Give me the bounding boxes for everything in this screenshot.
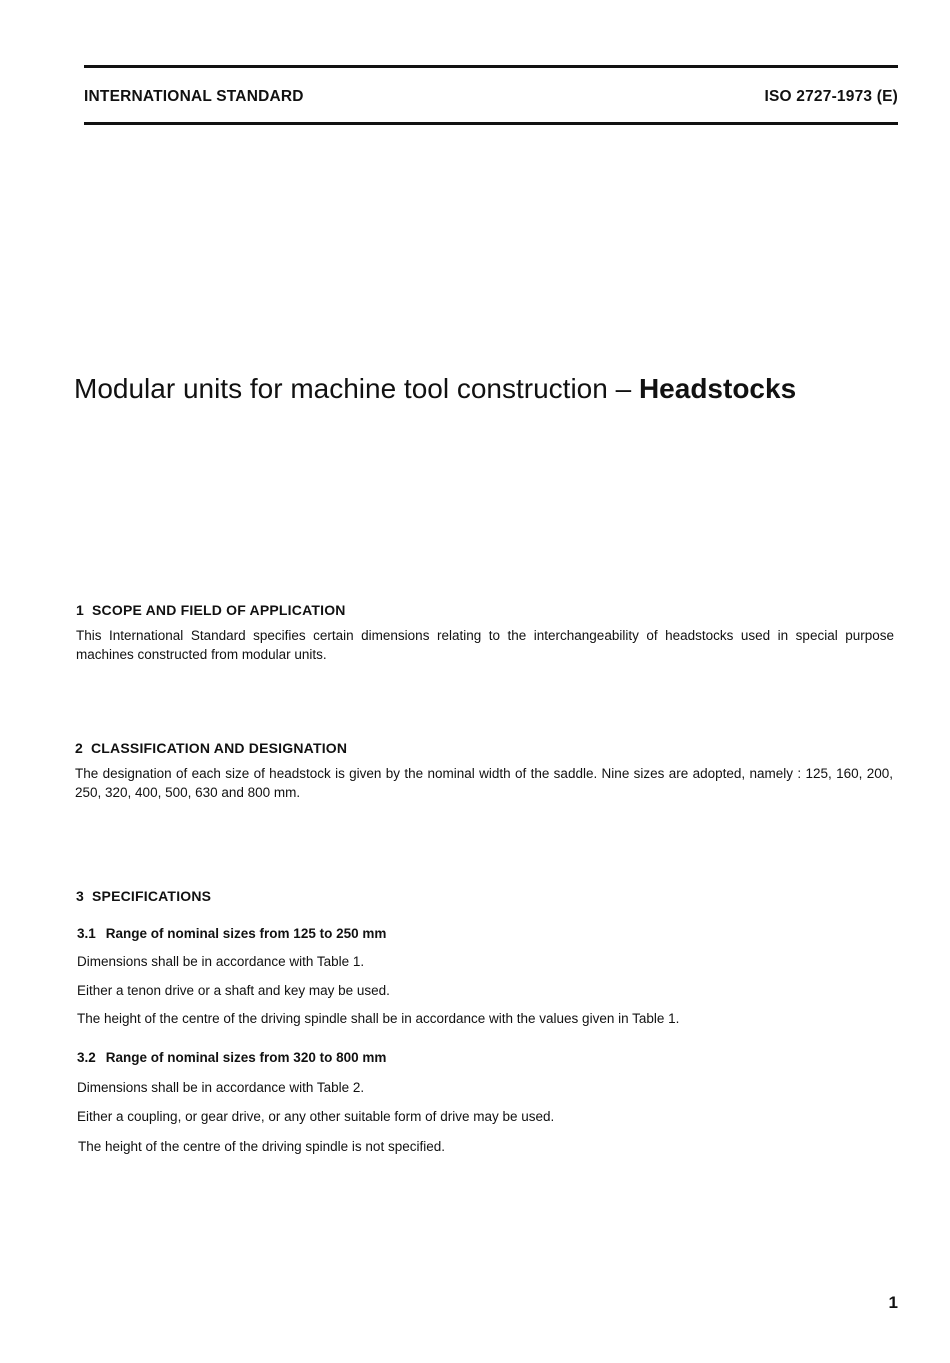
subsection-heading [77,926,895,941]
subsection-line: Dimensions shall be in accordance with Table 1. [77,954,365,969]
section-title: SPECIFICATIONS [92,888,212,904]
section-title: CLASSIFICATION AND DESIGNATION [91,740,348,756]
document-type-label: INTERNATIONAL STANDARD [84,88,304,105]
subsection-heading [77,1050,895,1065]
title-main: Modular units for machine tool construction – [74,373,632,404]
section-title: SCOPE AND FIELD OF APPLICATION [92,602,346,618]
section-paragraph: The designation of each size of headstock is given by the nominal width of the saddle. Nine sizes are adopted, namely : 125, 160, 200, 250, 320, 400, 500, 630 and 800 mm. [75,766,893,800]
title-emphasis: Headstocks [638,373,797,404]
standard-number: ISO 2727-1973 (E) [764,88,898,105]
section-paragraph: This International Standard specifies certain dimensions relating to the interchangeability of headstocks used in special purpose machines constructed from modular units. [76,628,894,662]
page-number: 1 [888,1293,898,1312]
section-number: 3 [76,888,84,904]
header-top-rule [84,65,898,68]
section-heading [76,602,894,618]
subsection-number: 3.2 [77,1050,96,1065]
subsection-3-2-heading-block [77,1050,895,1065]
subsection-number: 3.1 [77,926,96,941]
section-specifications [76,888,894,904]
section-heading [76,888,894,904]
subsection-line: Dimensions shall be in accordance with Table 2. [77,1080,365,1095]
subsection-line: The height of the centre of the driving spindle shall be in accordance with the values given in Table 1. [77,1011,680,1026]
subsection-3-1-heading-block [77,926,895,941]
section-classification [75,740,893,802]
section-scope [76,602,894,664]
document-title [74,373,796,405]
header-bottom-rule [84,122,898,125]
section-number: 1 [76,602,84,618]
subsection-title: Range of nominal sizes from 125 to 250 mm [105,926,387,941]
subsection-line: The height of the centre of the driving spindle is not specified. [78,1139,445,1154]
subsection-line: Either a tenon drive or a shaft and key may be used. [77,983,390,998]
subsection-title: Range of nominal sizes from 320 to 800 mm [105,1050,387,1065]
section-number: 2 [75,740,83,756]
subsection-line: Either a coupling, or gear drive, or any other suitable form of drive may be used. [77,1109,555,1124]
section-heading [75,740,893,756]
